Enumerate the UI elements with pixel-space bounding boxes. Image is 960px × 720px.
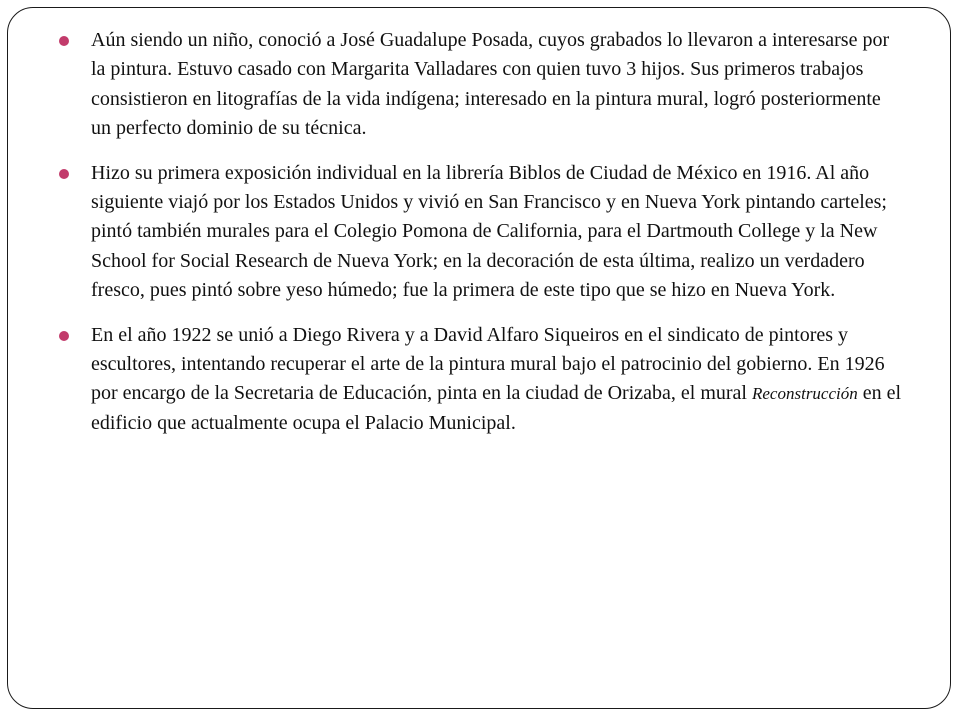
paragraph-text xyxy=(91,321,903,439)
list-item xyxy=(58,26,903,144)
list-item xyxy=(58,159,903,306)
bullet-list xyxy=(58,26,903,453)
paragraph-text-before: En el año 1922 se unió a Diego Rivera y a David Alfaro Siqueiros en el sindicato de pintores y escultores, intentando recuperar el arte de la pintura mural bajo el patrocinio del gobierno. En 1926 por encargo de la Secretaria de Educación, pinta en la ciudad de Orizaba, el mural xyxy=(91,323,885,405)
paragraph-text: Hizo su primera exposición individual en la librería Biblos de Ciudad de México en 1916. Al año siguiente viajó por los Estados Unidos y vivió en San Francisco y en Nueva York pintando carteles; pintó también murales para el Colegio Pomona de California, para el Dartmouth College y la New School for Social Research de Nueva York; en la decoración de esta última, realizo un verdadero fresco, pues pintó sobre yeso húmedo; fue la primera de este tipo que se hizo en Nueva York. xyxy=(91,161,887,302)
slide-frame xyxy=(7,7,951,709)
bullet-dot-icon xyxy=(59,331,69,341)
paragraph-text-after: en el edificio que actualmente ocupa el Palacio Municipal. xyxy=(91,382,902,434)
paragraph-text: Aún siendo un niño, conoció a José Guadalupe Posada, cuyos grabados lo llevaron a interesarse por la pintura. Estuvo casado con Margarita Valladares con quien tuvo 3 hijos. Sus primeros trabajos consistieron en litografías de la vida indígena; interesado en la pintura mural, logró posteriormente un perfecto dominio de su técnica. xyxy=(91,29,890,140)
mural-title-italic: Reconstrucción xyxy=(752,384,858,404)
bullet-dot-icon xyxy=(59,169,69,179)
bullet-dot-icon xyxy=(59,36,69,46)
list-item xyxy=(58,321,903,439)
